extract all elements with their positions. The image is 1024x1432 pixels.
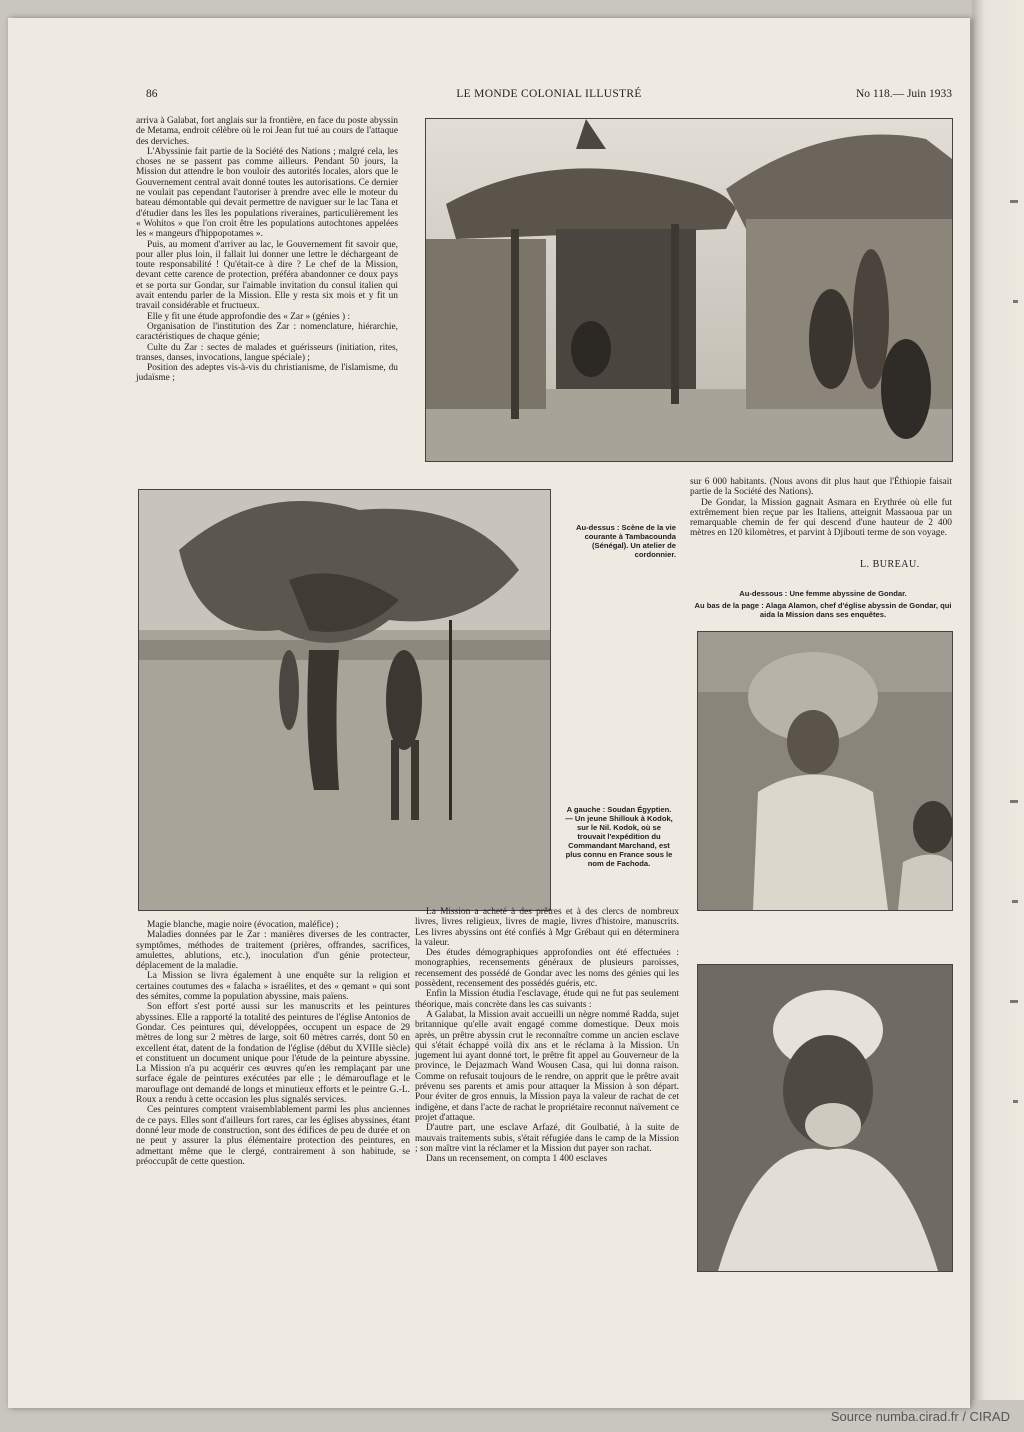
paragraph: Puis, au moment d'arriver au lac, le Gouvernement fit savoir que, pour aller plus loin, il fallait lui donner une lettre le déchargeant de toute responsabilité ! Qu'était-ce à dire ? Le chef de la Mission, devant cette carence de protection, préféra abandonner ce doux pays et se porta sur Gondar, sur l'aimable invitation du consul italien qui avait entendu parler de la Mission. Elle y resta six mois et y fit un travail considérable et fructueux. (136, 239, 398, 312)
paragraph: Ces peintures comptent vraisemblablement parmi les plus anciennes de ce pays. Elles sont d'ailleurs fort rares, car les églises abyssines, étant donné leur mode de construction, sont des édifices de peu de durée et on ne peut y assurer la plus élémentaire protection des peintures, en admettant même que le clergé, contrairement à son habitude, se préoccupât de cette question. (136, 1105, 410, 1167)
photo-alaga-alamon (697, 964, 953, 1272)
paragraph: L'Abyssinie fait partie de la Société des Nations ; malgré cela, les choses ne se passent pas comme ailleurs. Pendant 50 jours, la Mission dut attendre le bon vouloir des autorités locales, alors que le Gouvernement central avait donné toutes les autorisations. Ce dernier ne voulait pas cependant l'autoriser à prendre avec elle le moteur du bateau démontable qui devait permettre de naviguer sur le lac Tana et d'étudier dans les îles les populations riveraines, particulièrement les « Wohitos » que l'on croit être les populations autochtones appelées les « mangeurs d'hippopotames ». (136, 146, 398, 240)
caption-left-photo: A gauche : Soudan Égyptien. — Un jeune Shillouk à Kodok, sur le Nil. Kodok, où se trouvait l'expédition du Commandant Marchand, est plus connu en France sous le nom de Fachoda. (565, 805, 673, 868)
page-header (146, 88, 952, 104)
paragraph: De Gondar, la Mission gagnait Asmara en Erythrée où elle fut extrêmement bien reçue par les Italiens, atteignit Massaoua par un remarquable chemin de fer qui descend d'une hauteur de 2 400 mètres en 120 kilomètres, et parvint à Djibouti terme de son voyage. (690, 497, 952, 539)
page-number: 86 (146, 88, 158, 100)
paragraph: La Mission a acheté à des prêtres et à des clercs de nombreux livres, livres religieux, livres de magie, livres d'histoire, manuscrits. Les livres abyssins ont été confiés à Mgr Grébaut qui en déterminera la valeur. (415, 907, 679, 948)
caption-priest-photo: Au bas de la page : Alaga Alamon, chef d'église abyssin de Gondar, qui aida la Mission dans ses enquêtes. (694, 601, 952, 619)
adjacent-page-edge (972, 0, 1024, 1400)
paragraph: Magie blanche, magie noire (évocation, maléfice) ; (147, 920, 339, 930)
paragraph: sur 6 000 habitants. (Nous avons dit plus haut que l'Éthiopie faisait partie de la Société des Nations). (690, 477, 952, 498)
paragraph: A Galabat, la Mission avait accueilli un nègre nommé Radda, sujet britannique qu'elle avait engagé comme domestique. Deux mois après, un prêtre abyssin crut le reconnaître comme un ancien esclave qui s'était échappé voilà dix ans et le réclama à la Mission. Un jugement lui ayant donné tort, le prêtre fit appel au Gouverneur de la province, le Dejazmach Wand Wousen Casa, qui lui donna raison. Comme on refusait toujours de le rendre, on apprit que le prêtre avait prévenu ses parents et amis pour attaquer la Mission à son départ. Pour éviter de gros ennuis, la Mission paya la valeur de rachat de cet indigène, et dans l'acte de rachat le propriétaire reconnut naïvement ce projet d'attaque. (415, 1009, 679, 1123)
photo-cobbler-workshop (425, 118, 953, 462)
paragraph: Son effort s'est porté aussi sur les manuscrits et les peintures abyssines. Elle a rapporté la totalité des peintures de l'église Antonios de Gondar. Ces peintures qui, développées, occupent un espace de 29 mètres de long sur 2 mètres de large, soit 60 mètres carrés, dont 50 en excellent état, datent de la fondation de l'église (début du XVIIIe siècle) et constituent un document unique pour l'étude de la peinture abyssine. La Mission n'a pu acquérir ces œuvres qu'en les remplaçant par une surface égale de peintures exécutées par elle ; le démarouflage et le marouflage ont demandé de longs et minutieux efforts et le peintre G.-L. Roux a rendu à cette occasion les plus signalés services. (136, 1002, 410, 1106)
source-credit: Source numba.cirad.fr / CIRAD (830, 1409, 1010, 1424)
journal-title: LE MONDE COLONIAL ILLUSTRÉ (456, 88, 642, 100)
paragraph: Position des adeptes vis-à-vis du christianisme, de l'islamisme, du judaïsme ; (136, 363, 398, 384)
caption-top-photo: Au-dessus : Scène de la vie courante à Tambacounda (Sénégal). Un atelier de cordonnier. (575, 523, 676, 559)
paragraph: Enfin la Mission étudia l'esclavage, étude qui ne fut pas seulement théorique, mais concrète dans les cas suivants : (415, 989, 679, 1010)
text-column-bottom-mid (415, 907, 679, 1164)
paragraph: D'autre part, une esclave Arfazé, dit Goulbatié, à la suite de mauvais traitements subis, s'était réfugiée dans le camp de la Mission ; son maître vint la réclamer et la Mission dut payer son rachat. (415, 1123, 679, 1154)
paragraph: La Mission se livra également à une enquête sur la religion et certaines coutumes des « falacha » israélites, et des « qemant » qui sont des sémites, comme la population abyssine, mais païens. (136, 971, 410, 1003)
paragraph: Culte du Zar : sectes de malades et guérisseurs (initiation, rites, transes, danses, invocations, langue spéciale) ; (136, 342, 398, 363)
caption-woman-photo: Au-dessous : Une femme abyssine de Gondar. (739, 589, 907, 598)
text-column-top-left (136, 116, 398, 384)
issue-label: No 118.— Juin 1933 (855, 88, 952, 100)
author-signature: L. BUREAU. (860, 559, 920, 570)
paragraph: Organisation de l'institution des Zar : nomenclature, hiérarchie, caractéristiques de chaque génie; (136, 321, 398, 343)
paragraph: Elle y fit une étude approfondie des « Zar » (génies ) : (147, 311, 351, 322)
paragraph: Dans un recensement, on compta 1 400 esclaves (426, 1154, 608, 1165)
photo-abyssinian-woman (697, 631, 953, 911)
paragraph: Maladies données par le Zar : manières diverses de les contracter, symptômes, méthodes de traitement (prières, offrandes, sacrifices, amulettes, ablutions, etc.), inoculation d'un génie protecteur, déplacement de la maladie. (136, 930, 410, 972)
text-column-right-mid (690, 477, 952, 539)
paragraph: Des études démographiques approfondies ont été effectuées : monographies, recensements généraux de plusieurs paroisses, recensement des possédé de Gondar avec les noms des génies qui les possèdent, recensement des possédés guéris, etc. (415, 948, 679, 990)
paragraph: arriva à Galabat, fort anglais sur la frontière, en face du poste abyssin de Metama, endroit célèbre où le roi Jean fut tué au cours de l'attaque des derviches. (136, 116, 398, 147)
photo-young-shilluk (138, 489, 551, 911)
text-column-bottom-left (136, 920, 410, 1167)
